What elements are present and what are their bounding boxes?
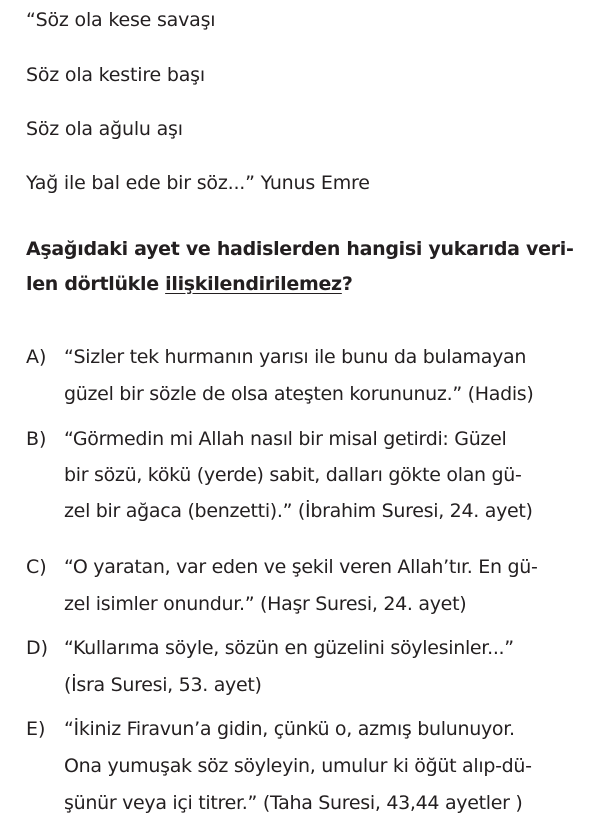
- poem-line-3: Söz ola ağulu aşı: [26, 118, 183, 140]
- option-e-letter: E): [26, 718, 46, 740]
- option-b-line-1: “Görmedin mi Allah nasıl bir misal getirdi: Güzel: [64, 428, 507, 450]
- option-c-letter: C): [26, 556, 47, 578]
- option-b-line-3: zel bir ağaca (benzetti).” (İbrahim Suresi, 24. ayet): [64, 500, 533, 522]
- option-c-line-1: “O yaratan, var eden ve şekil veren Allah’tır. En gü-: [64, 556, 538, 578]
- option-c-line-2: zel isimler onundur.” (Haşr Suresi, 24. ayet): [64, 593, 467, 615]
- poem-line-4: Yağ ile bal ede bir söz...” Yunus Emre: [26, 172, 370, 194]
- question-line-2-prefix: len dörtlükle: [26, 273, 166, 295]
- question-mark: ?: [341, 273, 353, 295]
- option-a-line-2: güzel bir sözle de olsa ateşten korununuz.” (Hadis): [64, 383, 534, 405]
- option-d-line-2: (İsra Suresi, 53. ayet): [64, 674, 262, 696]
- question-underlined-word: ilişkilendirilemez: [165, 273, 342, 295]
- option-a-letter: A): [26, 346, 47, 368]
- question-line-1: Aşağıdaki ayet ve hadislerden hangisi yukarıda veri-: [26, 238, 574, 260]
- option-a-line-1: “Sizler tek hurmanın yarısı ile bunu da bulamayan: [64, 346, 527, 368]
- option-e-line-1: “İkiniz Firavun’a gidin, çünkü o, azmış bulunuyor.: [64, 718, 515, 740]
- option-b-line-2: bir sözü, kökü (yerde) sabit, dalları gökte olan gü-: [64, 464, 522, 486]
- poem-line-1: “Söz ola kese savaşı: [26, 9, 216, 31]
- option-d-line-1: “Kullarıma söyle, sözün en güzelini söylesinler...”: [64, 637, 514, 659]
- question-line-2: [26, 272, 353, 296]
- option-e-line-2: Ona yumuşak söz söyleyin, umulur ki öğüt alıp-dü-: [64, 755, 532, 777]
- option-d-letter: D): [26, 637, 49, 659]
- option-b-letter: B): [26, 428, 47, 450]
- poem-line-2: Söz ola kestire başı: [26, 64, 205, 86]
- option-e-line-3: şünür veya içi titrer.” (Taha Suresi, 43,44 ayetler ): [64, 792, 523, 814]
